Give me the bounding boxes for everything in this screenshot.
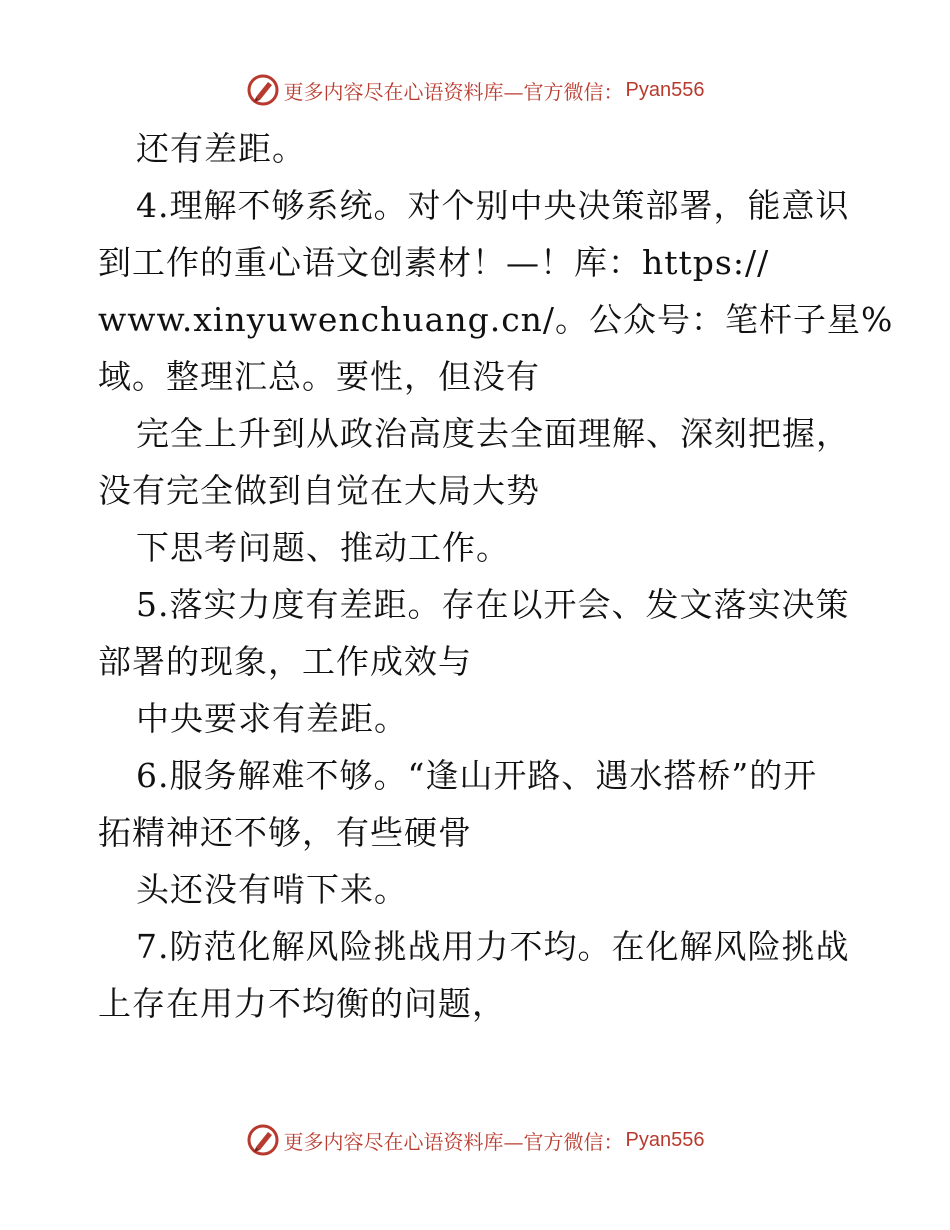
text-line: 没有完全做到自觉在大局大势	[98, 471, 540, 510]
header-banner	[0, 68, 950, 112]
text-line: 到工作的重心语文创素材！—！库：https://	[98, 243, 770, 282]
text-line: 域。整理汇总。要性，但没有	[98, 357, 540, 396]
footer-banner	[0, 1118, 950, 1162]
banner-wechat-id: Pyan556	[625, 1128, 705, 1151]
banner-wechat-id: Pyan556	[625, 78, 705, 101]
text-line: 头还没有啃下来。	[136, 870, 408, 909]
text-line: 上存在用力不均衡的问题，	[98, 984, 506, 1023]
text-line: 下思考问题、推动工作。	[136, 528, 510, 567]
document-body	[98, 120, 894, 1032]
text-line: 4.理解不够系统。对个别中央决策部署，能意识	[136, 186, 850, 225]
banner-text: 更多内容尽在心语资料库—官方微信：	[283, 79, 624, 104]
text-line: 还有差距。	[136, 129, 306, 168]
text-line: 7.防范化解风险挑战用力不均。在化解风险挑战	[136, 927, 850, 966]
pen-logo-icon	[246, 1123, 280, 1157]
text-line: 6.服务解难不够。“逢山开路、遇水搭桥”的开	[136, 756, 818, 795]
text-line: 拓精神还不够，有些硬骨	[98, 813, 472, 852]
pen-logo-icon	[246, 73, 280, 107]
text-line: www.xinyuwenchuang.cn/。公众号：笔杆子星%	[98, 300, 894, 339]
text-line: 部署的现象，工作成效与	[98, 642, 472, 681]
banner-text: 更多内容尽在心语资料库—官方微信：	[283, 1129, 624, 1154]
text-line: 中央要求有差距。	[136, 699, 408, 738]
text-line: 5.落实力度有差距。存在以开会、发文落实决策	[136, 585, 850, 624]
text-line: 完全上升到从政治高度去全面理解、深刻把握，	[136, 414, 850, 453]
